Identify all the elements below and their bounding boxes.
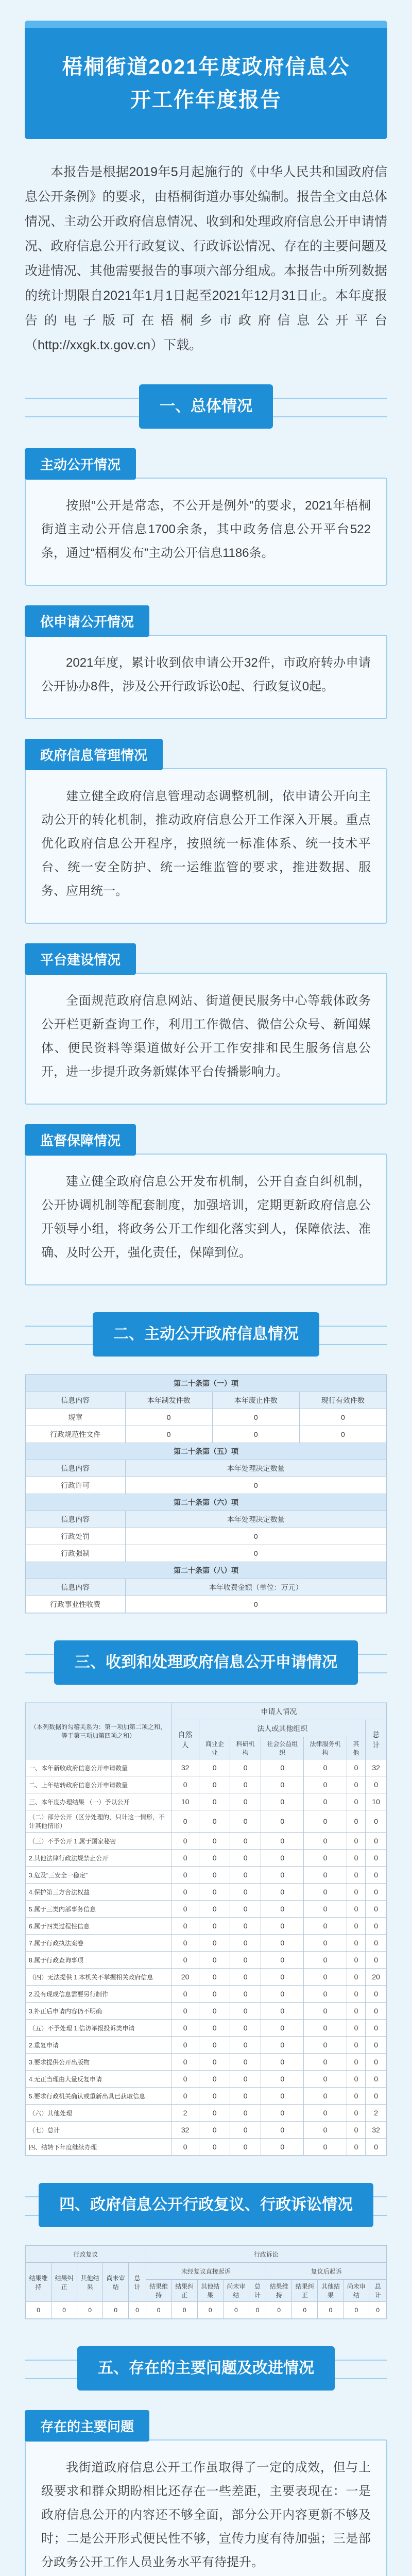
table-row: 5.属于三类内部事务信息 0 0 0 0 0 0 0 xyxy=(26,1901,387,1918)
table-row: 0 0 0 0 0 0 0 0 0 0 0 0 0 0 0 xyxy=(26,2302,387,2319)
table-row: （五）不予处理 1.信访举报投诉类申请 0 0 0 0 0 0 0 xyxy=(26,2020,387,2037)
subsection-active xyxy=(25,448,387,586)
table-row: 8.属于行政查询事项 0 0 0 0 0 0 0 xyxy=(26,1952,387,1969)
table-row: （三）不予公开 1.属于国家秘密 0 0 0 0 0 0 0 xyxy=(26,1833,387,1850)
table-row: 4.无正当理由大量反复申请 0 0 0 0 0 0 0 xyxy=(26,2071,387,2088)
subsection-manage xyxy=(25,739,387,924)
subsection-manage-text: 建立健全政府信息管理动态调整机制，依申请公开向主动公开的转化机制，推动政府信息公开工作深入开展。重点优化政府信息公开程序，按照统一标准体系、统一技术平台、统一安全防护、统一运维监管的要求，推进数据、服务、应用统一。 xyxy=(25,768,387,924)
table-row: 2.重复申请 0 0 0 0 0 0 0 xyxy=(26,2037,387,2054)
intro-paragraph: 本报告是根据2019年5月起施行的《中华人民共和国政府信息公开条例》的要求，由梧桐街道办事处编制。报告全文由总体情况、主动公开政府信息情况、收到和处理政府信息公开申请情况、政府信息公开行政复议、行政诉讼情况、存在的主要问题及改进情况、其他需要报告的事项六部分组成。本报告中所列数据的统计期限自2021年1月1日起至2021年12月31日止。本年度报告的电子版可在梧桐乡市政府信息公开平台（http://xxgk.tx.gov.cn）下载。 xyxy=(25,165,387,352)
active-disclosure-table: 第二十条第（一）项 信息内容 本年制发件数 本年废止件数 现行有效件数 规章 0 0 0 行政规范性文件 0 0 0 第二十条第（五）项 信息内容 本年处理决定数量 行政许可 0 第二十条第（六）项 信息内容 本年处理决定数量 行政处罚 0 行政强制 0 第二十条第（八）项 信息内容 本年收费金额（单位：万元） 行政事业性收费 0 xyxy=(25,1374,387,1614)
table-row: 3.要求提供公开出版物 0 0 0 0 0 0 0 xyxy=(26,2054,387,2071)
application-table: （本列数据的勾稽关系为：第一项加第二项之和，等于第三项加第四项之和） 申请人情况 自然人 法人或其他组织 总计 商业企业 科研机构 社会公益组织 法律服务机构 其他 一、本年新收政府信息公开申请数量 32 0 0 0 0 0 32 二、上年结转政府信息公开申请数量 0 0 0 0 0 0 0 三、本年度办理结果 （一）予以公开 10 0 0 0 0 0 10 （二）部分公开（区分处理的，只计这一情形，不计其他情形） 0 0 0 0 0 0 0 （三）不予公开 1.属于国家秘密 0 0 0 0 0 0 0 2.其他法律行政法规禁止公开 0 0 0 0 0 0 0 3.危及“三安全一稳定” 0 0 0 0 0 0 0 4.保护第三方合法权益 0 0 0 0 0 0 0 5.属于三类内部事务信息 0 0 0 0 0 0 0 6.属于四类过程性信息 0 0 0 0 0 0 0 7.属于行政执法案卷 0 0 0 0 0 0 0 8.属于行政查询事项 0 0 0 0 0 0 0 （四）无法提供 1.本机关不掌握相关政府信息 20 0 0 0 0 0 20 2.没有现成信息需要另行制作 0 0 0 0 0 0 0 3.补正后申请内容仍不明确 0 0 0 0 0 0 0 （五）不予处理 1.信访举报投诉类申请 0 0 0 0 0 0 0 2.重复申请 0 0 0 0 0 0 0 3.要求提供公开出版物 0 0 0 0 0 0 0 4.无正当理由大量反复申请 0 0 0 0 0 0 0 5.要求行政机关确认或重新出具已获取信息 0 0 0 0 0 0 0 （六）其他处理 2 0 0 0 0 0 2 （七）总计 32 0 0 0 0 0 32 四、结转下年度继续办理 0 0 0 0 0 0 0 xyxy=(25,1702,387,2156)
table-row: 7.属于行政执法案卷 0 0 0 0 0 0 0 xyxy=(26,1935,387,1952)
table-row: 行政处罚 0 xyxy=(26,1528,387,1545)
section-4-title: 四、政府信息公开行政复议、行政诉讼情况 xyxy=(25,2183,387,2227)
review-litigation-table: 行政复议 行政诉讼 结果维持 结果纠正 其他结果 尚未审结 总计 未经复议直接起诉 复议后起诉 结果维持 结果纠正 其他结果 尚未审结 总计 结果维持 结果纠正 其他结果 尚未审结 总计 0 0 0 0 0 0 0 0 0 0 0 0 0 0 0 xyxy=(25,2245,387,2319)
table-row: 四、结转下年度继续办理 0 0 0 0 0 0 0 xyxy=(26,2139,387,2156)
subsection-active-text: 按照“公开是常态，不公开是例外”的要求，2021年梧桐街道主动公开信息1700余条，其中政务信息公开平台522条，通过“梧桐发布”主动公开信息1186条。 xyxy=(25,478,387,586)
subsection-problems xyxy=(25,2410,387,2576)
section-2-title: 二、主动公开政府信息情况 xyxy=(25,1312,387,1357)
subsection-request-text: 2021年度，累计收到依申请公开32件，市政府转办申请公开协办8件，涉及公开行政诉讼0起、行政复议0起。 xyxy=(25,635,387,719)
subsection-platform-text: 全面规范政府信息网站、街道便民服务中心等载体政务公开栏更新查询工作，利用工作微信、微信公众号、新闻媒体、便民资料等渠道做好公开工作安排和民生服务信息公开，进一步提升政务新媒体平台传播影响力。 xyxy=(25,973,387,1105)
table-row: （二）部分公开（区分处理的，只计这一情形，不计其他情形） 0 0 0 0 0 0 0 xyxy=(26,1810,387,1833)
subsection-problems-title: 存在的主要问题 xyxy=(25,2410,149,2442)
subsection-problems-text: 我街道政府信息公开工作虽取得了一定的成效，但与上级要求和群众期盼相比还存在一些差距，主要表现在：一是政府信息公开的内容还不够全面，部分公开内容更新不够及时；二是公开形式便民性不够，宣传力度有待加强；三是部分政务公开工作人员业务水平有待提升。 xyxy=(25,2439,387,2576)
report-header xyxy=(25,21,387,139)
table-row: 行政事业性收费 0 xyxy=(26,1596,387,1613)
table-row: （七）总计 32 0 0 0 0 0 32 xyxy=(26,2122,387,2139)
table-row: （四）无法提供 1.本机关不掌握相关政府信息 20 0 0 0 0 0 20 xyxy=(26,1969,387,1986)
subsection-manage-title: 政府信息管理情况 xyxy=(25,739,163,770)
table-row: （六）其他处理 2 0 0 0 0 0 2 xyxy=(26,2105,387,2122)
subsection-platform-title: 平台建设情况 xyxy=(25,943,136,975)
title-line-1: 梧桐街道2021年度政府信息公 xyxy=(62,56,350,78)
table-row: 6.属于四类过程性信息 0 0 0 0 0 0 0 xyxy=(26,1918,387,1935)
section-3-title: 三、收到和处理政府信息公开申请情况 xyxy=(25,1640,387,1685)
section-1-title: 一、总体情况 xyxy=(25,384,387,429)
table-row: 5.要求行政机关确认或重新出具已获取信息 0 0 0 0 0 0 0 xyxy=(26,2088,387,2105)
table-row: 2.没有现成信息需要另行制作 0 0 0 0 0 0 0 xyxy=(26,1986,387,2003)
table-row: 三、本年度办理结果 （一）予以公开 10 0 0 0 0 0 10 xyxy=(26,1793,387,1810)
subsection-supervise-text: 建立健全政府信息公开发布机制，公开自查自纠机制，公开协调机制等配套制度，加强培训，定期更新政府信息公开领导小组，将政务公开工作细化落实到人，保障依法、准确、及时公开，强化责任，保障到位。 xyxy=(25,1154,387,1285)
report-title xyxy=(25,21,387,116)
subsection-supervise xyxy=(25,1124,387,1285)
table-row: 一、本年新收政府信息公开申请数量 32 0 0 0 0 0 32 xyxy=(26,1759,387,1776)
table-row: 行政强制 0 xyxy=(26,1545,387,1562)
table-row: 3.危及“三安全一稳定” 0 0 0 0 0 0 0 xyxy=(26,1867,387,1884)
header-stripe xyxy=(25,21,387,28)
table-row: 2.其他法律行政法规禁止公开 0 0 0 0 0 0 0 xyxy=(26,1850,387,1867)
table-row: 行政许可 0 xyxy=(26,1477,387,1494)
subsection-active-title: 主动公开情况 xyxy=(25,448,136,480)
table-row: 二、上年结转政府信息公开申请数量 0 0 0 0 0 0 0 xyxy=(26,1776,387,1793)
subsection-platform xyxy=(25,943,387,1105)
table-row: 行政规范性文件 0 0 0 xyxy=(26,1426,387,1443)
subsection-request xyxy=(25,605,387,719)
section-5-title: 五、存在的主要问题及改进情况 xyxy=(25,2346,387,2391)
table-row: 3.补正后申请内容仍不明确 0 0 0 0 0 0 0 xyxy=(26,2003,387,2020)
subsection-supervise-title: 监督保障情况 xyxy=(25,1124,136,1156)
subsection-request-title: 依申请公开情况 xyxy=(25,605,149,637)
table-row: 4.保护第三方合法权益 0 0 0 0 0 0 0 xyxy=(26,1884,387,1901)
title-line-2: 开工作年度报告 xyxy=(130,89,282,111)
table-row: 规章 0 0 0 xyxy=(26,1409,387,1426)
